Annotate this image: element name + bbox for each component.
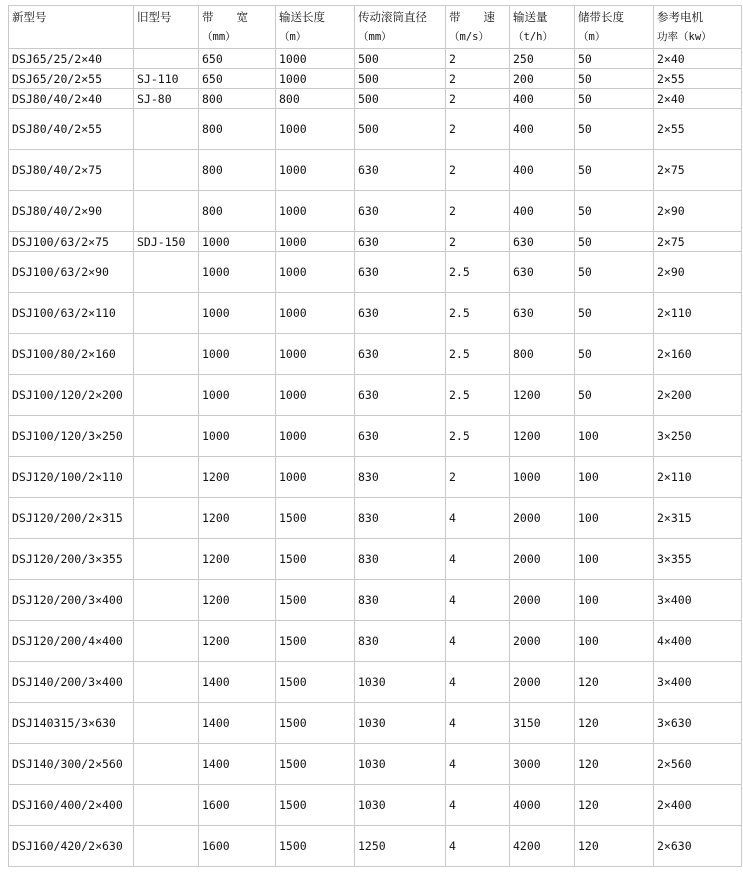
cell-drum-diameter: 630: [355, 334, 446, 375]
cell-conveying-length: 1500: [276, 744, 355, 785]
header-unit: （m/s）: [449, 31, 489, 43]
cell-conveying-length: 1000: [276, 252, 355, 293]
header-unit: （t/h）: [513, 31, 553, 43]
header-cell-belt-speed: [446, 6, 510, 49]
cell-old-model: [134, 416, 199, 457]
cell-old-model: [134, 334, 199, 375]
cell-new-model: DSJ120/100/2×110: [9, 457, 134, 498]
header-label: 输送长度: [279, 10, 325, 24]
header-cell-conveying-length: [276, 6, 355, 49]
cell-capacity: 3000: [510, 744, 575, 785]
cell-drum-diameter: 630: [355, 293, 446, 334]
cell-drum-diameter: 630: [355, 150, 446, 191]
cell-drum-diameter: 1030: [355, 785, 446, 826]
table-row: [9, 703, 742, 744]
cell-drum-diameter: 830: [355, 580, 446, 621]
table-row: [9, 191, 742, 232]
cell-belt-width: 1200: [199, 580, 276, 621]
cell-storage-length: 120: [575, 662, 654, 703]
cell-old-model: [134, 826, 199, 867]
cell-conveying-length: 1000: [276, 416, 355, 457]
cell-belt-speed: 4: [446, 621, 510, 662]
cell-belt-width: 1000: [199, 232, 276, 252]
cell-belt-speed: 4: [446, 498, 510, 539]
cell-new-model: DSJ65/25/2×40: [9, 49, 134, 69]
cell-storage-length: 120: [575, 744, 654, 785]
cell-new-model: DSJ100/63/2×110: [9, 293, 134, 334]
cell-belt-width: 800: [199, 109, 276, 150]
cell-motor-power: 3×400: [654, 580, 742, 621]
cell-capacity: 3150: [510, 703, 575, 744]
header-label: 传动滚筒直径: [358, 10, 427, 24]
cell-motor-power: 2×110: [654, 457, 742, 498]
cell-belt-speed: 2.5: [446, 334, 510, 375]
header-unit: （m）: [578, 31, 606, 43]
cell-old-model: [134, 191, 199, 232]
cell-old-model: [134, 49, 199, 69]
header-label: 参考电机: [657, 10, 703, 24]
cell-drum-diameter: 830: [355, 498, 446, 539]
table-body: [9, 6, 742, 867]
cell-new-model: DSJ100/120/2×200: [9, 375, 134, 416]
cell-conveying-length: 1500: [276, 662, 355, 703]
cell-old-model: [134, 580, 199, 621]
cell-belt-width: 800: [199, 89, 276, 109]
cell-drum-diameter: 500: [355, 89, 446, 109]
cell-conveying-length: 800: [276, 89, 355, 109]
cell-new-model: DSJ80/40/2×90: [9, 191, 134, 232]
cell-new-model: DSJ120/200/2×315: [9, 498, 134, 539]
table-row: [9, 49, 742, 69]
table-row: [9, 662, 742, 703]
cell-motor-power: 2×560: [654, 744, 742, 785]
cell-capacity: 200: [510, 69, 575, 89]
cell-new-model: DSJ100/80/2×160: [9, 334, 134, 375]
cell-storage-length: 100: [575, 621, 654, 662]
cell-belt-speed: 2.5: [446, 252, 510, 293]
cell-storage-length: 100: [575, 539, 654, 580]
cell-motor-power: 2×75: [654, 150, 742, 191]
cell-old-model: [134, 457, 199, 498]
cell-old-model: [134, 150, 199, 191]
cell-belt-width: 650: [199, 69, 276, 89]
table-row: [9, 252, 742, 293]
header-cell-new-model: [9, 6, 134, 49]
cell-drum-diameter: 630: [355, 252, 446, 293]
table-row: [9, 109, 742, 150]
header-unit: 功率（kw）: [657, 31, 712, 43]
cell-new-model: DSJ120/200/3×355: [9, 539, 134, 580]
cell-belt-speed: 2: [446, 109, 510, 150]
cell-storage-length: 50: [575, 293, 654, 334]
cell-old-model: SDJ-150: [134, 232, 199, 252]
cell-drum-diameter: 630: [355, 191, 446, 232]
cell-old-model: [134, 621, 199, 662]
cell-belt-width: 1400: [199, 662, 276, 703]
table-row: [9, 744, 742, 785]
cell-storage-length: 50: [575, 69, 654, 89]
cell-new-model: DSJ100/120/3×250: [9, 416, 134, 457]
header-cell-old-model: [134, 6, 199, 49]
cell-storage-length: 50: [575, 334, 654, 375]
header-label: 旧型号: [137, 10, 172, 24]
table-row: [9, 89, 742, 109]
cell-new-model: DSJ100/63/2×75: [9, 232, 134, 252]
table-row: [9, 580, 742, 621]
cell-drum-diameter: 500: [355, 69, 446, 89]
cell-belt-speed: 2: [446, 191, 510, 232]
cell-belt-speed: 4: [446, 662, 510, 703]
header-unit: （m）: [279, 31, 307, 43]
cell-motor-power: 2×55: [654, 109, 742, 150]
cell-capacity: 2000: [510, 498, 575, 539]
cell-belt-width: 1000: [199, 334, 276, 375]
cell-storage-length: 100: [575, 580, 654, 621]
cell-storage-length: 50: [575, 375, 654, 416]
cell-conveying-length: 1000: [276, 191, 355, 232]
cell-conveying-length: 1500: [276, 580, 355, 621]
cell-belt-width: 1200: [199, 457, 276, 498]
cell-drum-diameter: 500: [355, 49, 446, 69]
cell-drum-diameter: 1030: [355, 662, 446, 703]
cell-belt-speed: 2: [446, 232, 510, 252]
cell-motor-power: 2×110: [654, 293, 742, 334]
cell-drum-diameter: 500: [355, 109, 446, 150]
cell-belt-width: 1600: [199, 826, 276, 867]
cell-conveying-length: 1500: [276, 703, 355, 744]
cell-storage-length: 50: [575, 191, 654, 232]
cell-belt-speed: 2: [446, 49, 510, 69]
table-row: [9, 498, 742, 539]
cell-old-model: [134, 109, 199, 150]
header-label: 带 速: [449, 10, 495, 24]
cell-belt-speed: 4: [446, 539, 510, 580]
table-row: [9, 621, 742, 662]
cell-new-model: DSJ140/300/2×560: [9, 744, 134, 785]
cell-capacity: 630: [510, 252, 575, 293]
cell-drum-diameter: 830: [355, 621, 446, 662]
cell-belt-speed: 4: [446, 744, 510, 785]
cell-new-model: DSJ160/400/2×400: [9, 785, 134, 826]
table-row: [9, 457, 742, 498]
cell-new-model: DSJ80/40/2×55: [9, 109, 134, 150]
cell-conveying-length: 1500: [276, 785, 355, 826]
cell-capacity: 800: [510, 334, 575, 375]
cell-belt-width: 800: [199, 150, 276, 191]
header-label: 带 宽: [202, 10, 248, 24]
cell-belt-width: 1400: [199, 744, 276, 785]
cell-storage-length: 120: [575, 785, 654, 826]
header-cell-drum-diameter: [355, 6, 446, 49]
cell-old-model: [134, 498, 199, 539]
cell-capacity: 1200: [510, 416, 575, 457]
cell-motor-power: 3×355: [654, 539, 742, 580]
cell-motor-power: 2×40: [654, 49, 742, 69]
cell-conveying-length: 1000: [276, 457, 355, 498]
cell-old-model: SJ-110: [134, 69, 199, 89]
cell-old-model: [134, 744, 199, 785]
cell-capacity: 400: [510, 191, 575, 232]
cell-storage-length: 100: [575, 457, 654, 498]
cell-drum-diameter: 830: [355, 457, 446, 498]
cell-motor-power: 3×630: [654, 703, 742, 744]
cell-new-model: DSJ80/40/2×75: [9, 150, 134, 191]
cell-conveying-length: 1500: [276, 539, 355, 580]
cell-belt-width: 1200: [199, 498, 276, 539]
cell-belt-speed: 2: [446, 69, 510, 89]
conveyor-spec-table: [8, 5, 742, 867]
cell-motor-power: 2×55: [654, 69, 742, 89]
cell-new-model: DSJ120/200/3×400: [9, 580, 134, 621]
cell-belt-width: 1200: [199, 539, 276, 580]
cell-new-model: DSJ80/40/2×40: [9, 89, 134, 109]
cell-storage-length: 120: [575, 826, 654, 867]
cell-storage-length: 50: [575, 232, 654, 252]
cell-new-model: DSJ100/63/2×90: [9, 252, 134, 293]
cell-old-model: [134, 252, 199, 293]
cell-storage-length: 120: [575, 703, 654, 744]
header-cell-belt-width: [199, 6, 276, 49]
cell-conveying-length: 1500: [276, 621, 355, 662]
cell-capacity: 400: [510, 150, 575, 191]
cell-motor-power: 4×400: [654, 621, 742, 662]
cell-drum-diameter: 1250: [355, 826, 446, 867]
cell-motor-power: 2×200: [654, 375, 742, 416]
table-row: [9, 416, 742, 457]
cell-new-model: DSJ140315/3×630: [9, 703, 134, 744]
cell-belt-width: 1000: [199, 293, 276, 334]
cell-belt-width: 1000: [199, 416, 276, 457]
cell-storage-length: 50: [575, 89, 654, 109]
cell-capacity: 630: [510, 293, 575, 334]
cell-old-model: [134, 785, 199, 826]
cell-capacity: 400: [510, 89, 575, 109]
cell-motor-power: 2×630: [654, 826, 742, 867]
cell-motor-power: 2×315: [654, 498, 742, 539]
cell-old-model: [134, 293, 199, 334]
header-row: [9, 6, 742, 49]
header-cell-capacity: [510, 6, 575, 49]
cell-belt-width: 800: [199, 191, 276, 232]
cell-capacity: 2000: [510, 539, 575, 580]
cell-storage-length: 50: [575, 109, 654, 150]
cell-belt-speed: 2.5: [446, 293, 510, 334]
cell-storage-length: 50: [575, 49, 654, 69]
cell-belt-speed: 4: [446, 826, 510, 867]
cell-drum-diameter: 630: [355, 416, 446, 457]
cell-capacity: 250: [510, 49, 575, 69]
cell-drum-diameter: 830: [355, 539, 446, 580]
table-row: [9, 375, 742, 416]
cell-capacity: 1200: [510, 375, 575, 416]
cell-conveying-length: 1000: [276, 69, 355, 89]
table-row: [9, 334, 742, 375]
cell-capacity: 4000: [510, 785, 575, 826]
table-row: [9, 69, 742, 89]
table-row: [9, 539, 742, 580]
cell-new-model: DSJ120/200/4×400: [9, 621, 134, 662]
table-row: [9, 785, 742, 826]
cell-drum-diameter: 1030: [355, 744, 446, 785]
cell-belt-speed: 2.5: [446, 375, 510, 416]
header-label: 输送量: [513, 10, 548, 24]
cell-storage-length: 100: [575, 416, 654, 457]
cell-drum-diameter: 630: [355, 375, 446, 416]
cell-belt-width: 1600: [199, 785, 276, 826]
cell-new-model: DSJ65/20/2×55: [9, 69, 134, 89]
cell-belt-speed: 2: [446, 457, 510, 498]
cell-motor-power: 2×40: [654, 89, 742, 109]
cell-capacity: 630: [510, 232, 575, 252]
cell-belt-speed: 4: [446, 580, 510, 621]
table-row: [9, 293, 742, 334]
cell-storage-length: 50: [575, 150, 654, 191]
cell-drum-diameter: 630: [355, 232, 446, 252]
cell-capacity: 1000: [510, 457, 575, 498]
table-row: [9, 150, 742, 191]
cell-belt-width: 1000: [199, 252, 276, 293]
header-cell-storage-length: [575, 6, 654, 49]
cell-storage-length: 100: [575, 498, 654, 539]
cell-storage-length: 50: [575, 252, 654, 293]
header-unit: （mm）: [358, 31, 392, 43]
cell-old-model: [134, 662, 199, 703]
header-unit: （mm）: [202, 31, 236, 43]
cell-old-model: [134, 539, 199, 580]
cell-capacity: 2000: [510, 580, 575, 621]
cell-motor-power: 2×400: [654, 785, 742, 826]
cell-belt-speed: 2: [446, 150, 510, 191]
cell-conveying-length: 1000: [276, 293, 355, 334]
cell-conveying-length: 1000: [276, 375, 355, 416]
cell-capacity: 2000: [510, 621, 575, 662]
cell-motor-power: 2×90: [654, 252, 742, 293]
cell-conveying-length: 1000: [276, 109, 355, 150]
cell-motor-power: 2×75: [654, 232, 742, 252]
cell-old-model: [134, 703, 199, 744]
cell-conveying-length: 1500: [276, 826, 355, 867]
cell-belt-width: 1000: [199, 375, 276, 416]
cell-belt-width: 1200: [199, 621, 276, 662]
cell-motor-power: 3×400: [654, 662, 742, 703]
cell-motor-power: 3×250: [654, 416, 742, 457]
table-row: [9, 826, 742, 867]
header-cell-motor-power: [654, 6, 742, 49]
cell-conveying-length: 1500: [276, 498, 355, 539]
cell-capacity: 4200: [510, 826, 575, 867]
cell-belt-width: 650: [199, 49, 276, 69]
cell-capacity: 2000: [510, 662, 575, 703]
cell-new-model: DSJ160/420/2×630: [9, 826, 134, 867]
cell-conveying-length: 1000: [276, 334, 355, 375]
cell-conveying-length: 1000: [276, 232, 355, 252]
cell-belt-speed: 2.5: [446, 416, 510, 457]
cell-belt-speed: 2: [446, 89, 510, 109]
table-row: [9, 232, 742, 252]
cell-conveying-length: 1000: [276, 49, 355, 69]
header-label: 储带长度: [578, 10, 624, 24]
cell-conveying-length: 1000: [276, 150, 355, 191]
cell-old-model: [134, 375, 199, 416]
cell-belt-width: 1400: [199, 703, 276, 744]
header-label: 新型号: [12, 10, 47, 24]
cell-capacity: 400: [510, 109, 575, 150]
cell-belt-speed: 4: [446, 703, 510, 744]
cell-drum-diameter: 1030: [355, 703, 446, 744]
cell-belt-speed: 4: [446, 785, 510, 826]
cell-motor-power: 2×160: [654, 334, 742, 375]
cell-motor-power: 2×90: [654, 191, 742, 232]
cell-new-model: DSJ140/200/3×400: [9, 662, 134, 703]
cell-old-model: SJ-80: [134, 89, 199, 109]
